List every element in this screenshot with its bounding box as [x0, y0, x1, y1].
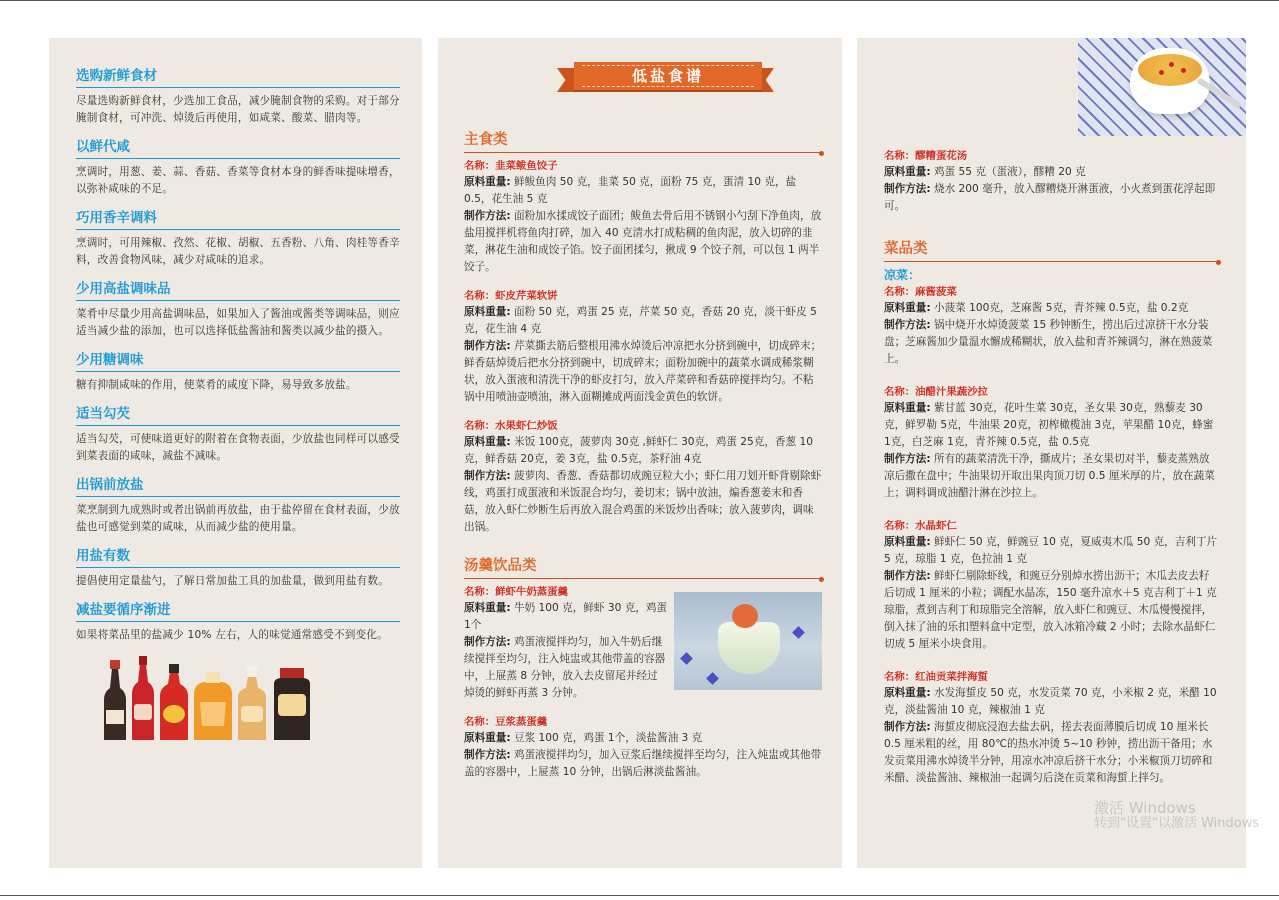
tip-block: [76, 350, 400, 394]
tip-block: [76, 404, 400, 465]
recipe-ingredients: [884, 534, 1219, 568]
method-text: 锅中烧开水焯烫菠菜 15 秒钟断生，捞出后过凉挤干水分装盘；芝麻酱加少量温水懈成稀糊状，放入盐和青芥辣调匀，淋在熟菠菜上。: [884, 319, 1213, 365]
staple-section: [464, 130, 822, 536]
tip-title: 选购新鲜食材: [76, 66, 400, 88]
tip-body: 提倡使用定量盐勺，了解日常加盐工具的加盐量，做到用盐有数。: [76, 575, 390, 587]
recipe: [884, 148, 1219, 215]
recipe: [884, 284, 1219, 368]
tip-body: 如果将菜品里的盐减少 10% 左右，人的味觉通常感受不到变化。: [76, 629, 388, 641]
method-text: 鸡蛋液搅拌均匀，加入豆浆后继续搅拌至均匀，注入炖盅或其他带盖的容器中，上屉蒸 10 分钟，出锅后淋淡盐酱油。: [464, 749, 822, 778]
method-text: 所有的蔬菜清洗干净，撕成片；圣女果切对半，藜麦蒸熟放凉后撒在盘中；牛油果切开取出果肉顶刀切 0.5 厘米厚的片，放在蔬菜上；调料调成油醋汁淋在沙拉上。: [884, 453, 1215, 499]
tips-panel: [49, 38, 422, 868]
tip-title: 以鲜代咸: [76, 137, 400, 159]
condiment-bottles-illustration: [76, 654, 400, 742]
flower-icon: [792, 626, 805, 639]
ingredients-label: 原料重量:: [464, 732, 511, 744]
recipe-name: 名称：鲜虾牛奶蒸蛋羹: [464, 586, 568, 598]
banner: [464, 60, 822, 100]
tip-body: 菜烹制到九成熟时或者出锅前再放盐，由于盐停留在食材表面，少放盐也可感觉到菜的咸味，从而减少盐的使用量。: [76, 504, 400, 533]
method-label: 制作方法:: [464, 749, 511, 761]
tip-body: 烹调时，可用辣椒、孜然、花椒、胡椒、五香粉、八角、肉桂等香辛料，改善食物风味，减少对咸味的追求。: [76, 237, 400, 266]
recipe-name: 名称：红油贡菜拌海蜇: [884, 671, 988, 683]
shrimp-custard-photo: [674, 592, 822, 690]
ingredients-text: 鸡蛋 55 克（蛋液），醪糟 20 克: [934, 166, 1086, 178]
recipe: [464, 158, 822, 276]
recipe: [884, 518, 1219, 653]
banner-title: 低盐食谱: [574, 62, 762, 90]
ingredients-label: 原料重量:: [884, 687, 931, 699]
method-label: 制作方法:: [884, 319, 931, 331]
section-title: 菜品类: [884, 239, 1219, 262]
recipes-panel: [438, 38, 842, 868]
recipe-ingredients: [464, 434, 822, 468]
method-label: 制作方法:: [464, 340, 511, 352]
recipe: [464, 418, 822, 536]
tip-body: 适当勾芡，可使味道更好的附着在食物表面，少放盐也同样可以感受到菜表面的咸味，减盐不减味。: [76, 433, 400, 462]
tip-block: [76, 137, 400, 198]
method-text: 芹菜撕去筋后整根用沸水焯烫后冲凉把水分挤到碗中，切成碎末；鲜香菇焯烫后把水分挤到碗中，切成碎末；面粉加碗中的蔬菜水调成稀浆糊状，放入蛋液和清洗干净的虾皮打匀，放入芹菜碎和香菇碎搅拌均匀。不粘锅中用喷油壶喷油，淋入面糊摊成两面浅金黄色的软饼。: [464, 340, 822, 403]
recipe-name: 名称：韭菜鲅鱼饺子: [464, 160, 558, 172]
recipe-name: 名称：醪糟蛋花汤: [884, 150, 968, 162]
goji-berry-icon: [1169, 62, 1174, 67]
method-label: 制作方法:: [464, 210, 511, 222]
tip-block: [76, 600, 400, 644]
ingredients-text: 面粉 50 克，鸡蛋 25 克，芹菜 50 克，香菇 20 克，淡干虾皮 5 克，花生油 4 克: [464, 306, 817, 335]
recipe-name: 名称：水晶虾仁: [884, 520, 957, 532]
recipe: [884, 669, 1219, 787]
method-label: 制作方法:: [464, 470, 511, 482]
tip-body: 菜肴中尽量少用高盐调味品，如果加入了酱油或酱类等调味品，则应适当减少盐的添加，也可以选择低盐酱油和酱类以减少盐的摄入。: [76, 308, 400, 337]
goji-berry-icon: [1181, 68, 1186, 73]
watermark-line-2: 转到"设置"以激活 Windows: [1094, 816, 1260, 831]
recipe-method: [884, 181, 1219, 215]
recipe-method: [464, 747, 822, 781]
goji-berry-icon: [1159, 70, 1164, 75]
method-text: 菠萝肉、香葱、香菇都切成豌豆粒大小；虾仁用刀划开虾背剔除虾线，鸡蛋打成蛋液和米饭混合均匀，姜切末；锅中放油，煸香葱姜末和香菇，放入虾仁炒断生后再放入混合鸡蛋的米饭炒出香味；放入菠萝肉，调味出锅。: [464, 470, 822, 533]
recipe-ingredients: [464, 600, 668, 634]
recipe-ingredients: [884, 400, 1219, 451]
recipe-method: [464, 338, 822, 406]
tip-block: [76, 279, 400, 340]
dishes-panel: [857, 38, 1246, 868]
top-rule: [0, 0, 1279, 1]
section-title: 主食类: [464, 130, 822, 153]
tip-title: 减盐要循序渐进: [76, 600, 400, 622]
ingredients-label: 原料重量:: [464, 306, 511, 318]
porridge-photo: [857, 38, 1246, 148]
bottom-rule: [0, 895, 1279, 896]
recipe-name: 名称：水果虾仁炒饭: [464, 420, 558, 432]
ingredients-text: 牛奶 100 克，鲜虾 30 克，鸡蛋 1个: [464, 602, 668, 631]
ingredients-text: 豆浆 100 克，鸡蛋 1个，淡盐酱油 3 克: [514, 732, 703, 744]
tip-title: 出锅前放盐: [76, 475, 400, 497]
recipe-method: [884, 317, 1219, 368]
tip-title: 少用糖调味: [76, 350, 400, 372]
tip-body: 尽量选购新鲜食材，少选加工食品，减少腌制食物的采购。对于部分腌制食材，可冲洗、焯烫后再使用，如咸菜、酸菜、腊肉等。: [76, 95, 400, 124]
tip-block: [76, 66, 400, 127]
ingredients-text: 紫甘蓝 30克，花叶生菜 30克，圣女果 30克，熟藜麦 30克，鲜罗勒 5克，牛油果 20克，初榨橄榄油 3克，苹果醋 10克，蜂蜜 1克，白芝麻 1克，青芥辣 0.5克，盐 0.5克: [884, 402, 1214, 448]
bowl-icon: [718, 622, 780, 674]
ingredients-label: 原料重量:: [884, 302, 931, 314]
tip-title: 少用高盐调味品: [76, 279, 400, 301]
method-text: 面粉加水揉成饺子面团；鲅鱼去骨后用不锈钢小勺刮下净鱼肉，放盐用搅拌机将鱼肉打碎，加入 40 克清水打成粘稠的鱼肉泥，放入切碎的韭菜，淋花生油和成饺子馅。饺子面团揉匀，揪成 9 个饺子剂，可以包 1 两半饺子。: [464, 210, 822, 273]
method-label: 制作方法:: [884, 570, 931, 582]
tip-block: [76, 475, 400, 536]
recipe-ingredients: [884, 685, 1219, 719]
soup-section: [464, 556, 822, 781]
recipe-text: [464, 600, 668, 702]
ingredients-text: 鲜虾仁 50 克，鲜豌豆 10 克，夏威夷木瓜 50 克，吉利丁片 5 克，琼脂 1 克，色拉油 1 克: [884, 536, 1218, 565]
recipe-method: [464, 634, 668, 702]
recipe-name: 名称：麻酱菠菜: [884, 286, 957, 298]
recipe-method: [884, 719, 1219, 787]
ingredients-label: 原料重量:: [464, 436, 511, 448]
activation-watermark: [1094, 800, 1259, 832]
recipe-ingredients: [464, 174, 822, 208]
tip-body: 烹调时，用葱、姜、蒜、香菇、香菜等食材本身的鲜香味提味增香，以弥补咸味的不足。: [76, 166, 400, 195]
method-text: 鸡蛋液搅拌均匀，加入牛奶后继续搅拌至均匀，注入炖盅或其他带盖的容器中，上屉蒸 8 分钟，放入去皮留尾并经过焯烫的鲜虾再蒸 3 分钟。: [464, 636, 666, 699]
flower-icon: [706, 672, 719, 685]
subcategory-label: 凉菜：: [884, 268, 921, 282]
method-label: 制作方法:: [884, 183, 931, 195]
recipe-method: [884, 451, 1219, 502]
method-label: 制作方法:: [884, 721, 931, 733]
method-label: 制作方法:: [464, 636, 511, 648]
method-text: 海蜇皮彻底浸泡去盐去矾，搓去表面薄膜后切成 10 厘米长 0.5 厘米粗的丝，用 80℃的热水冲烫 5~10 秒钟，捞出沥干备用；水发贡菜用沸水焯烫半分钟，用凉水冲凉后挤干水分；小米椒顶刀切碎和米醋、淡盐酱油、辣椒油一起调匀后浇在贡菜和海蜇上拌匀。: [884, 721, 1213, 784]
ingredients-text: 鲜鲅鱼肉 50 克，韭菜 50 克，面粉 75 克，蛋清 10 克，盐 0.5，花生油 5 克: [464, 176, 797, 205]
method-text: 鲜虾仁剔除虾线，和豌豆分别焯水捞出沥干；木瓜去皮去籽后切成 1 厘米的小粒；调配水晶冻，150 毫升凉水＋5 克吉利丁＋1 克琼脂，煮到吉利丁和琼脂完全溶解，放入虾仁和豌豆、木瓜慢慢搅拌，倒入抹了油的乐扣塑料盒中定型，放入冰箱冷藏 2 小时；去除水晶虾仁切成 5 厘米小块食用。: [884, 570, 1217, 650]
tip-block: [76, 208, 400, 269]
recipe-ingredients: [884, 164, 1219, 181]
recipe-method: [884, 568, 1219, 653]
recipe-ingredients: [884, 300, 1219, 317]
ingredients-text: 小菠菜 100克，芝麻酱 5克，青芥辣 0.5克，盐 0.2克: [934, 302, 1189, 314]
recipe: [884, 384, 1219, 502]
recipe-ingredients: [464, 304, 822, 338]
watermark-line-1: 激活 Windows: [1094, 799, 1196, 817]
flower-icon: [680, 652, 693, 665]
recipe: [464, 714, 822, 781]
porridge-icon: [1138, 54, 1202, 86]
ingredients-text: 水发海蜇皮 50 克，水发贡菜 70 克，小米椒 2 克，米醋 10 克，淡盐酱油 10 克，辣椒油 1 克: [884, 687, 1217, 716]
method-label: 制作方法:: [884, 453, 931, 465]
recipe-method: [464, 468, 822, 536]
tip-block: [76, 546, 400, 590]
recipe-ingredients: [464, 730, 822, 747]
recipe-name: 名称：豆浆蒸蛋羹: [464, 716, 548, 728]
method-text: 烧水 200 毫升，放入醪糟烧开淋蛋液，小火煮到蛋花浮起即可。: [884, 183, 1216, 212]
tip-title: 巧用香辛调料: [76, 208, 400, 230]
ingredients-label: 原料重量:: [884, 166, 931, 178]
ingredients-label: 原料重量:: [464, 602, 511, 614]
recipe-name: 名称：油醋汁果蔬沙拉: [884, 386, 988, 398]
ingredients-text: 米饭 100克，菠萝肉 30克 ,鲜虾仁 30克，鸡蛋 25克，香葱 10克，鲜香菇 20克，姜 3克，盐 0.5克，茶籽油 4克: [464, 436, 813, 465]
ingredients-label: 原料重量:: [884, 402, 931, 414]
recipe: [464, 584, 822, 702]
tip-title: 用盐有数: [76, 546, 400, 568]
tip-body: 糖有抑制咸味的作用，使菜肴的咸度下降，易导致多放盐。: [76, 379, 357, 391]
section-title: 汤羹饮品类: [464, 556, 822, 579]
shrimp-icon: [732, 604, 758, 628]
ingredients-label: 原料重量:: [464, 176, 511, 188]
recipe: [464, 288, 822, 406]
condiment-bottles-icon: [76, 654, 396, 742]
ingredients-label: 原料重量:: [884, 536, 931, 548]
tip-title: 适当勾芡: [76, 404, 400, 426]
recipe-name: 名称：虾皮芹菜软饼: [464, 290, 558, 302]
recipe-method: [464, 208, 822, 276]
